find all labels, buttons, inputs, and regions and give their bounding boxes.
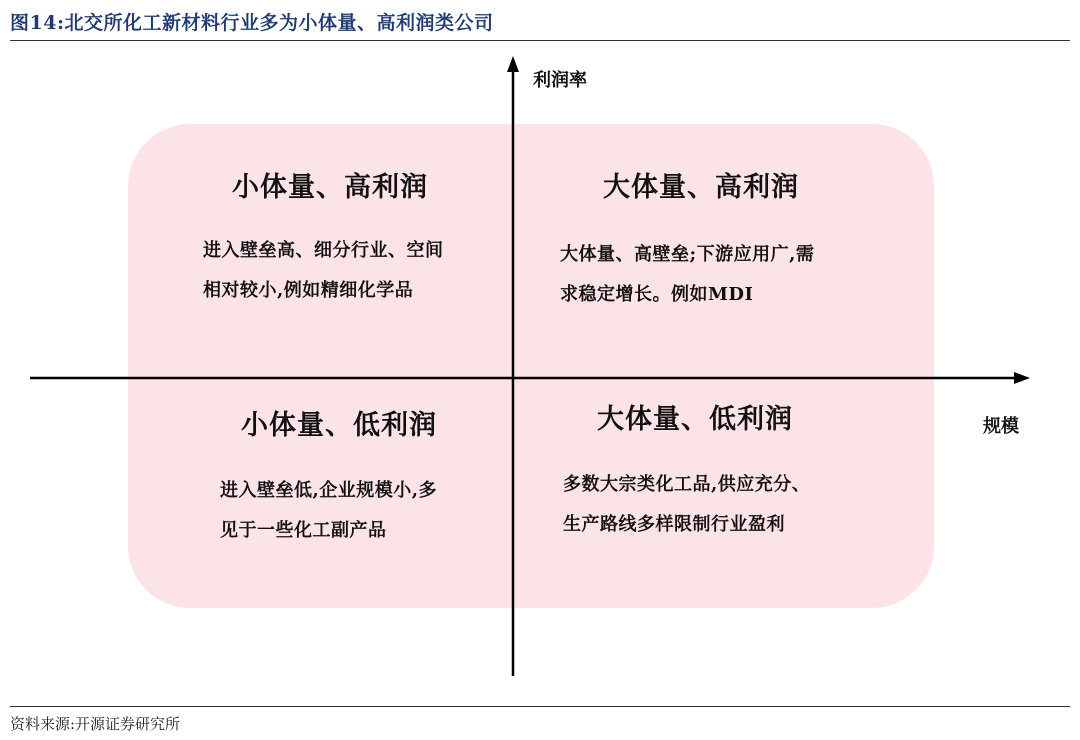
x-axis-label: 规模 <box>983 416 1019 437</box>
quadrant-desc-line1: 进入壁垒低,企业规模小,多 <box>220 480 438 501</box>
source-note: 资料来源:开源证券研究所 <box>10 715 181 733</box>
quadrant-desc-line2: 生产路线多样限制行业盈利 <box>563 514 785 535</box>
quadrant-title: 小体量、低利润 <box>241 410 437 441</box>
quadrant-desc-line2: 相对较小,例如精细化学品 <box>203 280 414 301</box>
quadrant-desc-line1: 大体量、高壁垒;下游应用广,需 <box>560 244 815 265</box>
quadrant-title: 大体量、低利润 <box>597 404 793 435</box>
quadrant-title: 小体量、高利润 <box>232 172 428 203</box>
x-axis-arrow-icon <box>1014 372 1030 384</box>
quadrant-desc-line1: 进入壁垒高、细分行业、空间 <box>203 240 444 261</box>
source-divider <box>10 706 1070 707</box>
figure-title: 图14:北交所化工新材料行业多为小体量、高利润类公司 <box>10 12 494 34</box>
quadrant-title: 大体量、高利润 <box>603 172 799 203</box>
quadrant-desc-line2: 求稳定增长。例如MDI <box>560 284 754 305</box>
quadrant-desc-line2: 见于一些化工副产品 <box>220 520 387 541</box>
quadrant-desc-line1: 多数大宗类化工品,供应充分、 <box>563 474 811 495</box>
y-axis-arrow-icon <box>507 56 519 72</box>
y-axis-label: 利润率 <box>533 70 587 91</box>
